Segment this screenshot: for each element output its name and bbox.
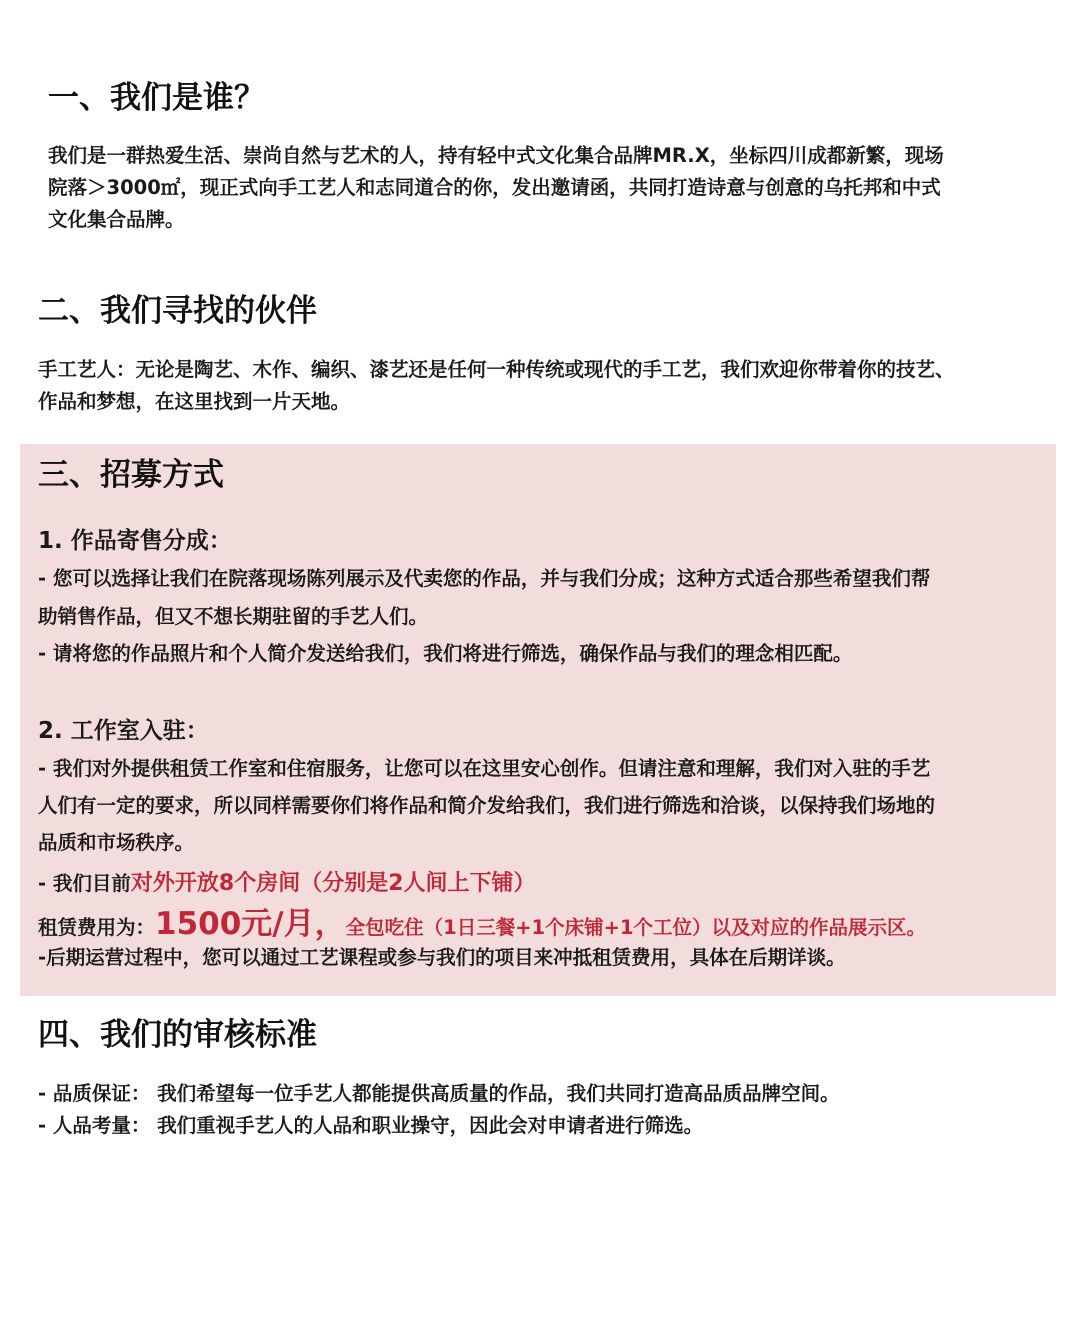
- method-consignment-text: [38, 561, 930, 672]
- text-line: - 请将您的作品照片和个人简介发送给我们，我们将进行筛选，确保作品与我们的理念相匹配。: [38, 642, 853, 665]
- rooms-prefix: - 我们目前: [38, 872, 131, 895]
- section-partners-text: [38, 354, 955, 418]
- text-line: 院落＞3000㎡，现正式向手工艺人和志同道合的你，发出邀请函，共同打造诗意与创意的乌托邦和中式: [48, 176, 941, 199]
- later-operation-line: [38, 942, 846, 974]
- method-studio-title: 2. 工作室入驻：: [38, 718, 209, 744]
- method-consignment-title: 1. 作品寄售分成：: [38, 528, 232, 554]
- text-line: -后期运营过程中，您可以通过工艺课程或参与我们的项目来冲抵租赁费用，具体在后期详谈。: [38, 946, 846, 969]
- text-line: 人们有一定的要求，所以同样需要你们将作品和简介发给我们，我们进行筛选和洽谈，以保持我们场地的: [38, 794, 936, 817]
- text-line: 助销售作品，但又不想长期驻留的手艺人们。: [38, 605, 429, 628]
- fee-prefix: 租赁费用为：: [38, 916, 156, 939]
- text-line: - 我们对外提供租赁工作室和住宿服务，让您可以在这里安心创作。但请注意和理解，我们对入驻的手艺: [38, 757, 931, 780]
- section-partners-title: 二、我们寻找的伙伴: [38, 293, 317, 329]
- text-line: 作品和梦想，在这里找到一片天地。: [38, 390, 351, 413]
- criteria-character: - 人品考量： 我们重视手艺人的人品和职业操守，因此会对申请者进行筛选。: [38, 1114, 704, 1137]
- section-criteria-text: [38, 1078, 840, 1142]
- text-line: 文化集合品牌。: [48, 208, 185, 231]
- section-who-we-are-text: [48, 140, 944, 236]
- method-studio-text: [38, 751, 935, 861]
- fee-detail: 全包吃住（1日三餐+1个床铺+1个工位）以及对应的作品展示区。: [345, 916, 927, 939]
- text-line: - 您可以选择让我们在院落现场陈列展示及代卖您的作品，并与我们分成；这种方式适合那些希望我们帮: [38, 567, 931, 590]
- text-line: 品质和市场秩序。: [38, 831, 195, 854]
- rooms-line: [38, 866, 536, 902]
- text-line: 手工艺人：无论是陶艺、木作、编织、漆艺还是任何一种传统或现代的手工艺，我们欢迎你带着你的技艺、: [38, 358, 955, 381]
- text-line: 我们是一群热爱生活、崇尚自然与艺术的人，持有轻中式文化集合品牌MR.X，坐标四川成都新繁，现场: [48, 144, 944, 167]
- section-criteria-title: 四、我们的审核标准: [38, 1017, 317, 1053]
- fee-price: 1500元/月，: [155, 906, 346, 942]
- section-recruitment-title: 三、招募方式: [38, 457, 224, 493]
- rooms-highlight: 对外开放8个房间（分别是2人间上下铺）: [130, 871, 536, 896]
- section-who-we-are-title: 一、我们是谁？: [48, 80, 265, 116]
- criteria-quality: - 品质保证： 我们希望每一位手艺人都能提供高质量的作品，我们共同打造高品质品牌空间。: [38, 1082, 840, 1105]
